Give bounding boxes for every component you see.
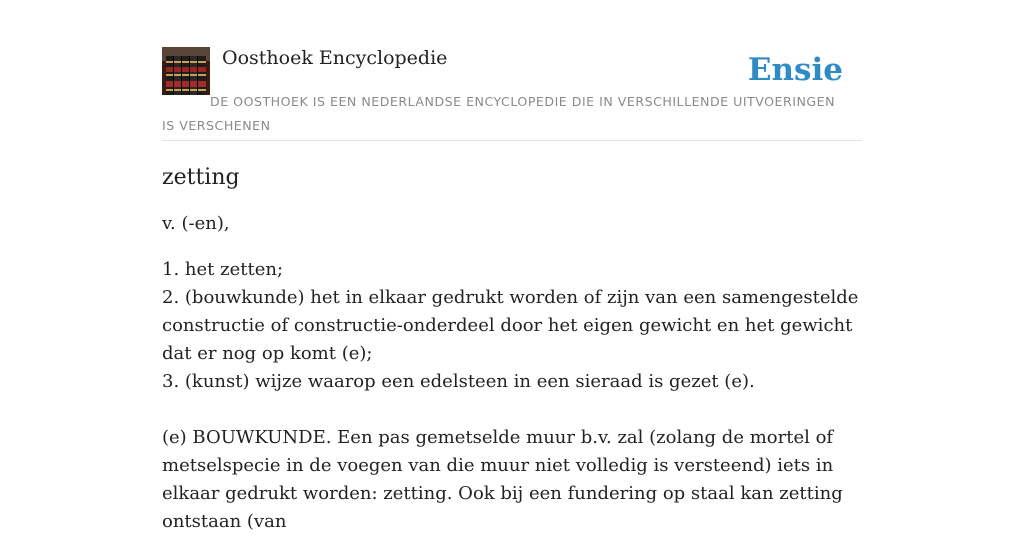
definition-item: 3. (kunst) wijze waarop een edelsteen in een sieraad is gezet (e). (162, 371, 755, 392)
books-image (162, 47, 210, 95)
entry-term: zetting (162, 165, 240, 190)
entry-grammar: v. (-en), (162, 213, 230, 234)
ensie-logo[interactable]: Ensie (747, 52, 843, 88)
site-header (162, 46, 862, 141)
entry-definitions (162, 256, 872, 396)
definition-item: 2. (bouwkunde) het in elkaar gedrukt worden of zijn van een samengestelde constructie of constructie-onderdeel door het eigen gewicht en het gewicht dat er nog op komt (e); (162, 287, 859, 364)
encyclopedia-books-icon[interactable] (162, 47, 210, 95)
entry-content (162, 160, 872, 536)
definition-item: 1. het zetten; (162, 259, 284, 280)
site-name-link[interactable]: Oosthoek Encyclopedie (222, 47, 448, 69)
entry-note: (e) BOUWKUNDE. Een pas gemetselde muur b.v. zal (zolang de mortel of metselspecie in de voegen van die muur niet volledig is versteend) iets in elkaar gedrukt worden: zetting. Ook bij een fundering op staal kan zetting ontstaan (van (162, 427, 843, 532)
site-tagline: DE OOSTHOEK IS EEN NEDERLANDSE ENCYCLOPEDIE DIE IN VERSCHILLENDE UITVOERINGEN IS VERSCHENEN (162, 94, 836, 133)
